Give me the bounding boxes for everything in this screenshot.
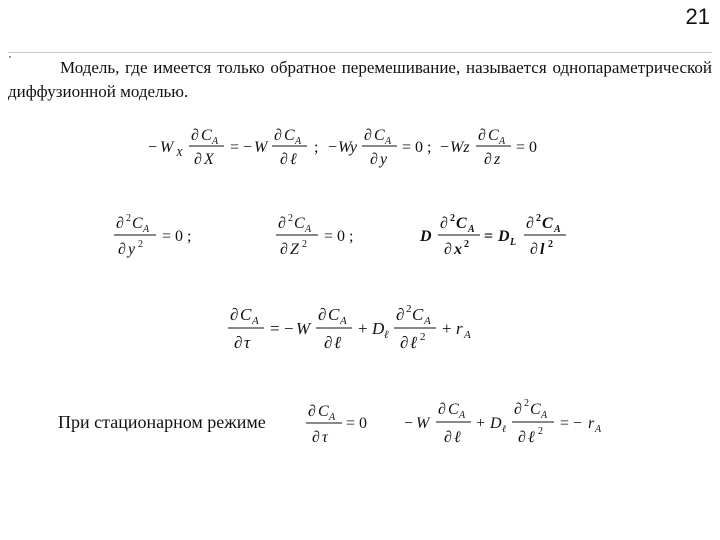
svg-text:2: 2: [406, 303, 412, 315]
svg-text:A: A: [541, 410, 548, 421]
svg-text:2: 2: [138, 239, 143, 250]
page-number: 21: [685, 4, 710, 29]
svg-text:A: A: [305, 224, 312, 235]
svg-text:ℓ: ℓ: [290, 151, 297, 168]
svg-text:∂: ∂: [518, 429, 526, 446]
svg-text:C: C: [530, 401, 541, 418]
svg-text:D: D: [498, 228, 510, 245]
svg-text:ℓ: ℓ: [528, 429, 535, 446]
svg-text:=: =: [484, 228, 494, 245]
svg-text:= −: = −: [230, 139, 253, 156]
svg-text:A: A: [499, 136, 506, 147]
svg-text:τ: τ: [244, 333, 251, 352]
svg-text:A: A: [554, 224, 561, 235]
svg-text:A: A: [143, 224, 150, 235]
svg-text:A: A: [252, 315, 259, 327]
svg-text:C: C: [318, 403, 329, 420]
equation-row-4a: [300, 398, 380, 450]
svg-text:A: A: [385, 136, 392, 147]
equation-row-4b: [404, 394, 624, 452]
svg-text:τ: τ: [322, 429, 328, 446]
svg-text:∂: ∂: [530, 241, 538, 258]
svg-text:∂: ∂: [118, 241, 126, 258]
svg-text:= 0 ;: = 0 ;: [162, 228, 192, 245]
equation-row-1: [148, 122, 548, 174]
svg-text:l: l: [540, 241, 545, 258]
svg-text:= 0: = 0: [346, 415, 368, 432]
svg-text:−: −: [328, 139, 338, 156]
svg-text:2: 2: [548, 239, 553, 250]
svg-text:∂: ∂: [514, 401, 522, 418]
svg-text:∂: ∂: [444, 241, 452, 258]
svg-text:∂: ∂: [364, 127, 372, 144]
svg-text:∂: ∂: [440, 215, 448, 232]
svg-text:= 0 ;: = 0 ;: [402, 139, 432, 156]
svg-text:Wz: Wz: [450, 139, 470, 156]
svg-text:C: C: [328, 305, 340, 324]
svg-text:ℓ: ℓ: [502, 424, 507, 435]
svg-text:A: A: [212, 136, 219, 147]
svg-text:−: −: [148, 139, 158, 156]
svg-text:W: W: [416, 415, 430, 432]
svg-text:∂: ∂: [324, 333, 333, 352]
svg-text:C: C: [456, 215, 467, 232]
svg-text:x: x: [454, 241, 462, 258]
svg-text:Z: Z: [290, 241, 299, 258]
svg-text:L: L: [510, 237, 517, 248]
svg-text:∂: ∂: [234, 333, 243, 352]
svg-text:X: X: [176, 147, 183, 159]
svg-text:C: C: [294, 215, 305, 232]
svg-text:C: C: [374, 127, 385, 144]
svg-text:ℓ: ℓ: [334, 333, 342, 352]
svg-text:W: W: [254, 139, 268, 156]
svg-text:2: 2: [524, 398, 529, 409]
svg-text:+: +: [442, 319, 452, 338]
svg-text:−: −: [440, 139, 450, 156]
svg-text:∂: ∂: [278, 215, 286, 232]
svg-text:2: 2: [536, 213, 541, 224]
svg-text:∂: ∂: [280, 151, 288, 168]
svg-text:;: ;: [314, 139, 319, 156]
svg-text:A: A: [329, 412, 336, 423]
svg-text:C: C: [240, 305, 252, 324]
svg-text:A: A: [459, 410, 466, 421]
svg-text:∂: ∂: [230, 305, 239, 324]
svg-text:z: z: [494, 151, 501, 168]
svg-text:∂: ∂: [400, 333, 409, 352]
stationary-label: При стационарном режиме: [58, 412, 266, 432]
svg-text:r: r: [456, 319, 463, 338]
svg-text:ℓ: ℓ: [454, 429, 461, 446]
svg-text:C: C: [448, 401, 459, 418]
svg-text:y: y: [128, 241, 136, 258]
svg-text:C: C: [284, 127, 295, 144]
svg-text:D: D: [420, 228, 432, 245]
svg-text:2: 2: [450, 213, 455, 224]
svg-text:A: A: [340, 315, 347, 327]
svg-text:∂: ∂: [396, 305, 405, 324]
svg-text:A: A: [295, 136, 302, 147]
svg-text:∂: ∂: [116, 215, 124, 232]
svg-text:A: A: [464, 329, 471, 341]
svg-text:2: 2: [538, 426, 543, 437]
svg-text:Wy: Wy: [338, 139, 357, 156]
intro-paragraph: Модель, где имеется только обратное перемешивание, называется однопараметрической диффузионной моделью.: [8, 58, 712, 101]
svg-text:= 0 ;: = 0 ;: [324, 228, 354, 245]
svg-text:∂: ∂: [526, 215, 534, 232]
svg-text:∂: ∂: [312, 429, 320, 446]
svg-text:∂: ∂: [280, 241, 288, 258]
svg-text:C: C: [132, 215, 143, 232]
svg-text:2: 2: [288, 213, 293, 224]
svg-text:∂: ∂: [274, 127, 282, 144]
svg-text:∂: ∂: [318, 305, 327, 324]
svg-text:+: +: [358, 319, 368, 338]
equation-row-2: [112, 208, 572, 264]
svg-text:A: A: [468, 224, 475, 235]
svg-text:= −: = −: [560, 415, 583, 432]
svg-text:A: A: [595, 424, 602, 435]
svg-text:X: X: [204, 151, 214, 168]
svg-text:y: y: [380, 151, 388, 168]
svg-text:C: C: [542, 215, 553, 232]
svg-text:= −: = −: [270, 319, 294, 338]
svg-text:ℓ: ℓ: [384, 329, 389, 341]
svg-text:∂: ∂: [308, 403, 316, 420]
header-rule: [8, 52, 712, 53]
svg-text:∂: ∂: [191, 127, 199, 144]
svg-text:2: 2: [302, 239, 307, 250]
svg-text:∂: ∂: [478, 127, 486, 144]
svg-text:ℓ: ℓ: [410, 333, 418, 352]
svg-text:∂: ∂: [370, 151, 378, 168]
svg-text:W: W: [296, 319, 311, 338]
svg-text:+: +: [476, 415, 486, 432]
svg-text:D: D: [372, 319, 385, 338]
svg-text:= 0: = 0: [516, 139, 538, 156]
svg-text:∂: ∂: [194, 151, 202, 168]
svg-text:C: C: [201, 127, 212, 144]
svg-text:r: r: [588, 415, 595, 432]
svg-text:A: A: [424, 315, 431, 327]
svg-text:∂: ∂: [444, 429, 452, 446]
svg-text:∂: ∂: [484, 151, 492, 168]
svg-text:D: D: [490, 415, 502, 432]
svg-text:−: −: [404, 415, 414, 432]
svg-text:C: C: [488, 127, 499, 144]
svg-text:C: C: [412, 305, 424, 324]
svg-text:∂: ∂: [438, 401, 446, 418]
svg-text:W: W: [160, 139, 174, 156]
svg-text:2: 2: [126, 213, 131, 224]
svg-text:2: 2: [420, 331, 426, 343]
svg-text:2: 2: [464, 239, 469, 250]
equation-row-3: [226, 298, 486, 358]
